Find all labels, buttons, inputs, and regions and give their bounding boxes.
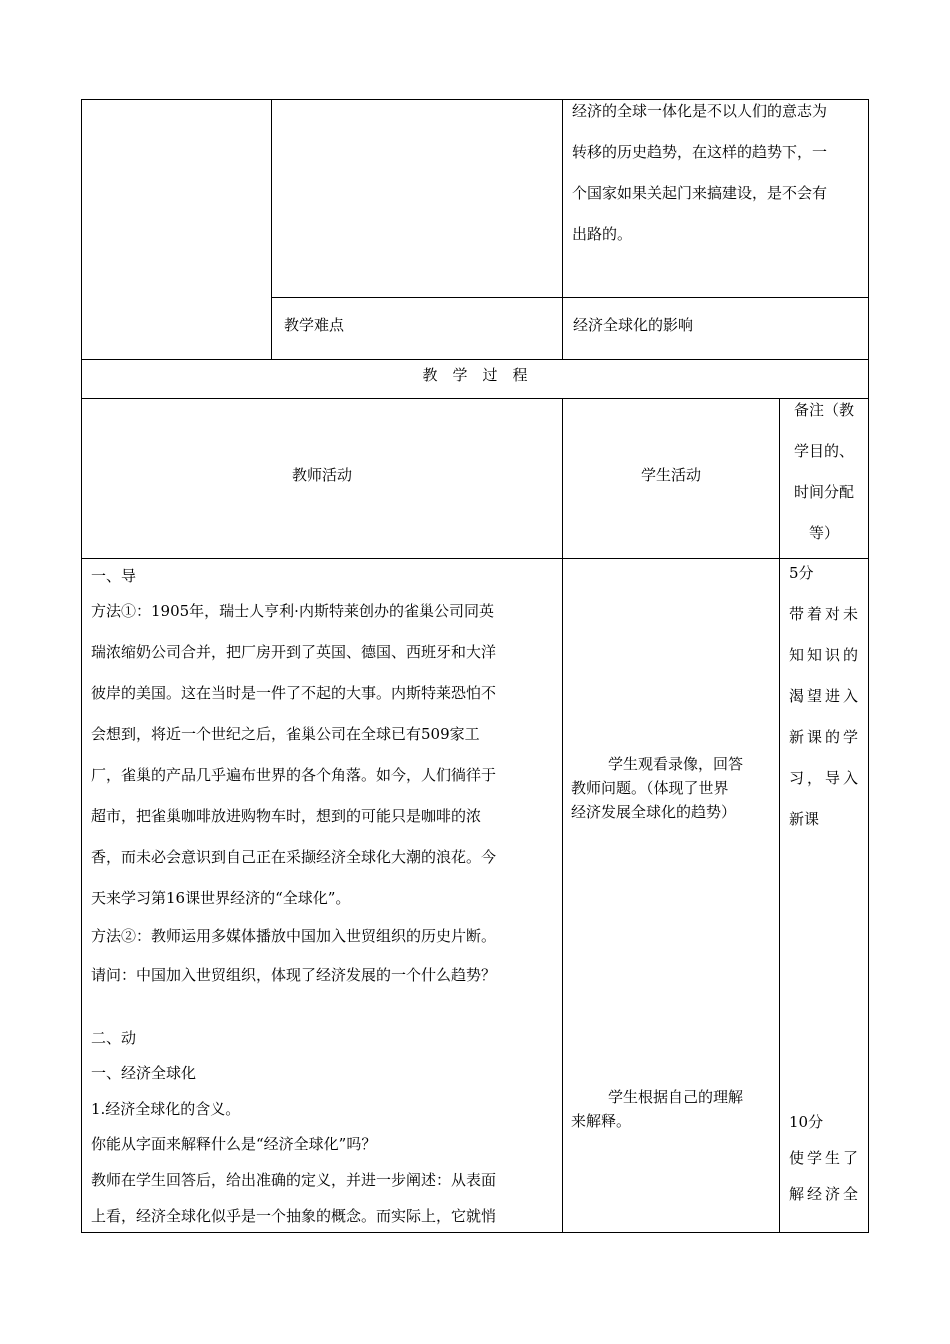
top-right-line: 个国家如果关起门来搞建设，是不会有 — [572, 184, 828, 202]
notes-line: 5分 — [789, 564, 814, 582]
notes-1 — [789, 553, 861, 840]
teacher-line: 一、导 — [91, 567, 137, 585]
teacher-line: 香，而未必会意识到自己正在采撷经济全球化大潮的浪花。今 — [91, 848, 497, 866]
grid-h-297 — [271, 297, 869, 298]
teacher-line: 方法①：1905年，瑞士人亨利·内斯特莱创办的雀巢公司同英 — [91, 602, 494, 620]
notes-line: 知知识的 — [789, 646, 862, 664]
teacher-line: 你能从字面来解释什么是“经济全球化”吗？ — [91, 1135, 377, 1153]
table-border-bottom — [81, 1232, 869, 1233]
grid-h-359 — [81, 359, 869, 360]
top-right-line: 转移的历史趋势，在这样的趋势下，一 — [572, 143, 828, 161]
teacher-line: 天来学习第16课世界经济的“全球化”。 — [91, 889, 351, 907]
grid-v-562-top — [562, 99, 563, 359]
teacher-line: 请问：中国加入世贸组织，体现了经济发展的一个什么趋势？ — [91, 966, 497, 984]
header-student: 学生活动 — [640, 466, 701, 484]
teacher-line: 厂，雀巢的产品几乎遍布世界的各个角落。如今，人们徜徉于 — [91, 766, 497, 784]
header-notes — [780, 390, 868, 554]
notes-line: 渴望进入 — [789, 687, 862, 705]
notes-line: 新课的学 — [789, 728, 862, 746]
top-right-text — [572, 91, 864, 255]
process-title: 教 学 过 程 — [422, 366, 528, 384]
teacher-line: 一、经济全球化 — [91, 1064, 197, 1082]
header-notes-line: 备注（教 — [793, 401, 854, 419]
student-line: 经济发展全球化的趋势） — [571, 803, 737, 821]
teacher-line: 二、动 — [91, 1029, 137, 1047]
student-line: 来解释。 — [571, 1112, 632, 1130]
notes-line: 新课 — [789, 810, 820, 828]
notes-2 — [789, 1104, 861, 1212]
notes-line: 带着对未 — [789, 605, 862, 623]
student-line: 教师问题。（体现了世界 — [571, 779, 729, 797]
notes-line: 解经济全 — [789, 1185, 862, 1203]
teacher-line: 教师在学生回答后，给出准确的定义，并进一步阐述：从表面 — [91, 1171, 497, 1189]
teacher-line: 彼岸的美国。这在当时是一件了不起的大事。内斯特莱恐怕不 — [91, 684, 497, 702]
student-line: 学生根据自己的理解 — [608, 1088, 744, 1106]
teacher-line: 方法②：教师运用多媒体播放中国加入世贸组织的历史片断。 — [91, 927, 497, 945]
teacher-line: 上看，经济全球化似乎是一个抽象的概念。而实际上，它就悄 — [91, 1207, 497, 1225]
header-notes-line: 等） — [808, 524, 839, 542]
grid-v-271 — [271, 99, 272, 359]
grid-v-562-bottom — [562, 398, 563, 1233]
teacher-line: 瑞浓缩奶公司合并，把厂房开到了英国、德国、西班牙和大洋 — [91, 643, 497, 661]
notes-line: 使学生了 — [789, 1149, 862, 1167]
difficulty-value: 经济全球化的影响 — [573, 316, 694, 334]
header-notes-line: 学目的、 — [793, 442, 854, 460]
teacher-line: 1.经济全球化的含义。 — [91, 1100, 241, 1118]
header-teacher: 教师活动 — [291, 466, 352, 484]
teacher-line: 超市，把雀巢咖啡放进购物车时，想到的可能只是咖啡的浓 — [91, 807, 482, 825]
top-right-line: 出路的。 — [572, 225, 633, 243]
student-line: 学生观看录像，回答 — [608, 755, 744, 773]
header-notes-line: 时间分配 — [793, 483, 854, 501]
notes-line: 习，导入 — [789, 769, 862, 787]
teacher-line: 会想到，将近一个世纪之后，雀巢公司在全球已有509家工 — [91, 725, 480, 743]
grid-h-398 — [81, 398, 869, 399]
table-border-right — [868, 99, 869, 1233]
notes-line: 10分 — [789, 1113, 824, 1131]
grid-h-558 — [81, 558, 869, 559]
top-right-line: 经济的全球一体化是不以人们的意志为 — [572, 102, 828, 120]
table-border-left — [81, 99, 82, 1233]
difficulty-label: 教学难点 — [284, 316, 345, 334]
